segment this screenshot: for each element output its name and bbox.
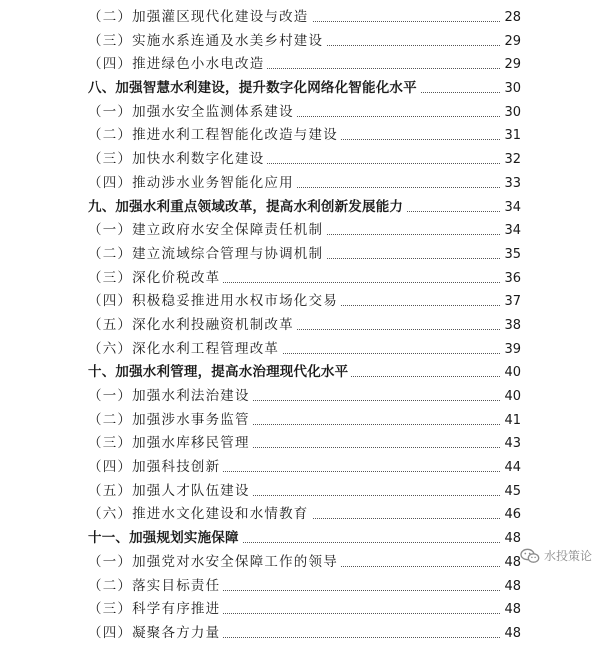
toc-entry-page: 37 xyxy=(501,290,521,314)
toc-entry-page: 30 xyxy=(501,101,521,125)
toc-entry[interactable] xyxy=(0,243,600,267)
toc-entry-label: （三）加快水利数字化建设 xyxy=(88,148,267,172)
toc-entry-page: 34 xyxy=(501,196,521,220)
toc-entry-page: 40 xyxy=(501,361,521,385)
toc-entry[interactable] xyxy=(0,575,600,599)
toc-entry-label: （五）深化水利投融资机制改革 xyxy=(88,314,297,338)
toc-entry-page: 32 xyxy=(501,148,521,172)
toc-section-label: 十一、加强规划实施保障 xyxy=(88,527,242,551)
table-of-contents xyxy=(0,6,600,646)
toc-entry-page: 48 xyxy=(501,551,521,575)
toc-entry[interactable] xyxy=(0,101,600,125)
toc-entry-page: 48 xyxy=(501,575,521,599)
wechat-icon xyxy=(520,548,540,564)
toc-entry-label: （六）深化水利工程管理改革 xyxy=(88,338,282,362)
toc-section-label: 十、加强水利管理，提高水治理现代化水平 xyxy=(88,361,351,385)
toc-entry-label: （三）科学有序推进 xyxy=(88,598,223,622)
toc-section-label: 八、加强智慧水利建设，提升数字化网络化智能化水平 xyxy=(88,77,420,101)
toc-entry[interactable] xyxy=(0,409,600,433)
toc-entry[interactable] xyxy=(0,622,600,646)
toc-entry[interactable] xyxy=(0,503,600,527)
toc-entry-label: （二）加强涉水事务监管 xyxy=(88,409,253,433)
toc-section-heading[interactable] xyxy=(0,361,600,385)
toc-entry-label: （三）实施水系连通及水美乡村建设 xyxy=(88,30,326,54)
toc-entry-page: 40 xyxy=(501,385,521,409)
toc-entry-label: （三）加强水库移民管理 xyxy=(88,432,253,456)
toc-entry-page: 31 xyxy=(501,124,521,148)
watermark xyxy=(520,547,592,564)
toc-entry[interactable] xyxy=(0,456,600,480)
toc-entry[interactable] xyxy=(0,53,600,77)
toc-entry-page: 48 xyxy=(501,598,521,622)
toc-entry-label: （二）加强灌区现代化建设与改造 xyxy=(88,6,312,30)
toc-entry-label: （二）落实目标责任 xyxy=(88,575,223,599)
toc-entry[interactable] xyxy=(0,551,600,575)
toc-entry-label: （三）深化价税改革 xyxy=(88,267,223,291)
toc-entry[interactable] xyxy=(0,385,600,409)
toc-entry-page: 48 xyxy=(501,622,521,646)
toc-entry-label: （一）建立政府水安全保障责任机制 xyxy=(88,219,326,243)
toc-entry-label: （四）加强科技创新 xyxy=(88,456,223,480)
toc-entry[interactable] xyxy=(0,598,600,622)
toc-entry[interactable] xyxy=(0,432,600,456)
toc-entry[interactable] xyxy=(0,480,600,504)
toc-entry-label: （四）推进绿色小水电改造 xyxy=(88,53,267,77)
toc-entry-page: 46 xyxy=(501,503,521,527)
toc-section-heading[interactable] xyxy=(0,527,600,551)
toc-entry[interactable] xyxy=(0,338,600,362)
toc-section-heading[interactable] xyxy=(0,196,600,220)
toc-entry[interactable] xyxy=(0,148,600,172)
toc-entry-page: 39 xyxy=(501,338,521,362)
toc-entry-page: 41 xyxy=(501,409,521,433)
toc-entry-page: 48 xyxy=(501,527,521,551)
toc-entry[interactable] xyxy=(0,290,600,314)
toc-entry-page: 36 xyxy=(501,267,521,291)
toc-entry-page: 35 xyxy=(501,243,521,267)
toc-entry-label: （四）积极稳妥推进用水权市场化交易 xyxy=(88,290,341,314)
toc-entry-label: （五）加强人才队伍建设 xyxy=(88,480,253,504)
toc-entry-label: （一）加强党对水安全保障工作的领导 xyxy=(88,551,341,575)
toc-entry-page: 34 xyxy=(501,219,521,243)
toc-entry-page: 28 xyxy=(501,6,521,30)
toc-entry-page: 29 xyxy=(501,53,521,77)
toc-entry-label: （一）加强水利法治建设 xyxy=(88,385,253,409)
toc-entry-page: 30 xyxy=(501,77,521,101)
toc-entry-page: 45 xyxy=(501,480,521,504)
toc-entry-page: 44 xyxy=(501,456,521,480)
toc-entry[interactable] xyxy=(0,124,600,148)
toc-section-label: 九、加强水利重点领域改革，提高水利创新发展能力 xyxy=(88,196,406,220)
toc-entry-page: 38 xyxy=(501,314,521,338)
toc-entry[interactable] xyxy=(0,219,600,243)
toc-section-heading[interactable] xyxy=(0,77,600,101)
toc-entry-page: 43 xyxy=(501,432,521,456)
toc-entry[interactable] xyxy=(0,267,600,291)
toc-entry-label: （二）建立流域综合管理与协调机制 xyxy=(88,243,326,267)
toc-entry-label: （四）推动涉水业务智能化应用 xyxy=(88,172,297,196)
toc-entry-label: （四）凝聚各方力量 xyxy=(88,622,223,646)
toc-entry[interactable] xyxy=(0,172,600,196)
toc-entry-page: 29 xyxy=(501,30,521,54)
watermark-text: 水投策论 xyxy=(543,549,592,563)
toc-entry-label: （二）推进水利工程智能化改造与建设 xyxy=(88,124,341,148)
toc-entry[interactable] xyxy=(0,6,600,30)
toc-entry[interactable] xyxy=(0,30,600,54)
toc-entry-page: 33 xyxy=(501,172,521,196)
toc-entry-label: （一）加强水安全监测体系建设 xyxy=(88,101,297,125)
toc-entry[interactable] xyxy=(0,314,600,338)
toc-entry-label: （六）推进水文化建设和水情教育 xyxy=(88,503,312,527)
